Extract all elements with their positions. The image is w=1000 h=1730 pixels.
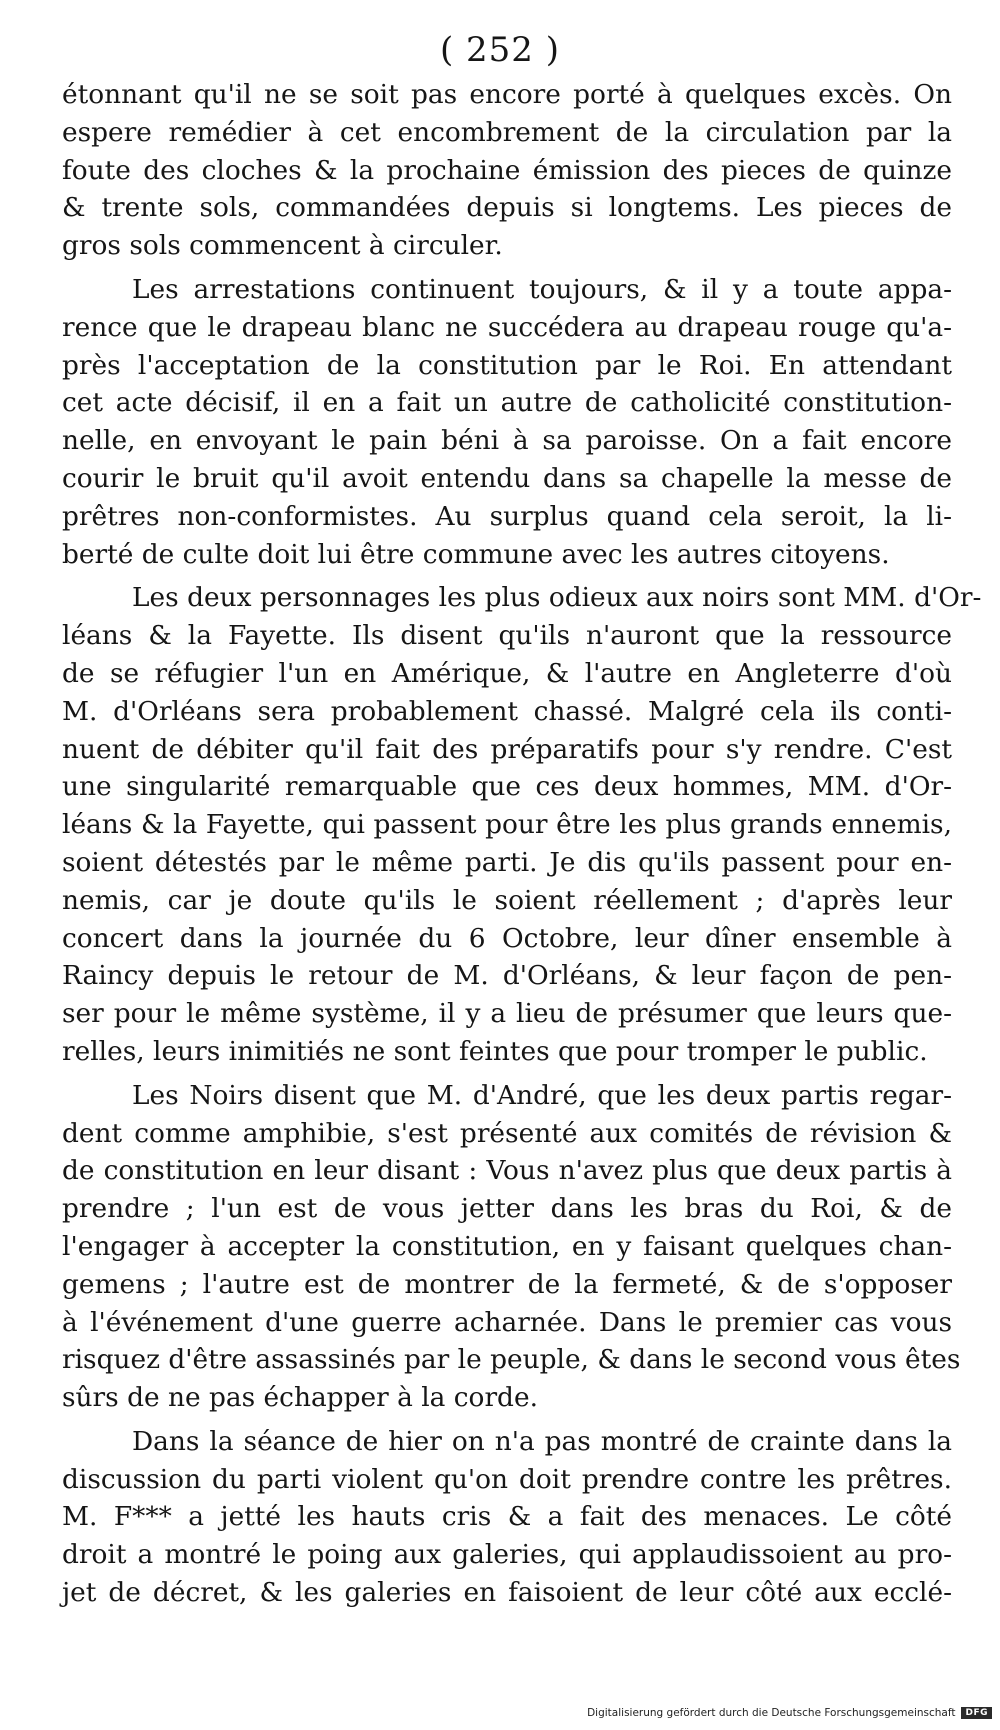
text-line: courir le bruit qu'il avoit entendu dans sa chapelle la messe de [62,462,952,494]
text-line: nuent de débiter qu'il fait des préparatifs pour s'y rendre. C'est [62,733,952,765]
text-line: sûrs de ne pas échapper à la corde. [62,1382,538,1414]
text-line: espere remédier à cet encombrement de la circulation par la [62,116,952,148]
text-line: concert dans la journée du 6 Octobre, leur dîner ensemble à [62,922,952,954]
text-line: près l'acceptation de la constitution par le Roi. En attendant [62,349,952,381]
text-line: Raincy depuis le retour de M. d'Orléans, & leur façon de pen- [62,960,952,992]
page-text [62,76,982,1612]
dfg-logo: DFG [961,1707,992,1719]
text-line: étonnant qu'il ne se soit pas encore porté à quelques excès. On [62,79,952,110]
text-line: nelle, en envoyant le pain béni à sa paroisse. On a fait encore [62,425,952,457]
text-line: gemens ; l'autre est de montrer de la fermeté, & de s'opposer [62,1268,952,1300]
paragraph [62,76,952,265]
text-line: discussion du parti violent qu'on doit prendre contre les prêtres. [62,1463,952,1495]
text-line: rence que le drapeau blanc ne succédera au drapeau rouge qu'a- [62,311,952,343]
text-line: prêtres non-conformistes. Au surplus quand cela seroit, la li- [62,500,952,532]
text-line: de se réfugier l'un en Amérique, & l'autre en Angleterre d'où [62,657,952,689]
text-line: droit a montré le poing aux galeries, qui applaudissoient au pro- [62,1539,952,1571]
text-line: relles, leurs inimitiés ne sont feintes que pour tromper le public. [62,1035,928,1067]
text-line: Les Noirs disent que M. d'André, que les deux partis regar- [132,1079,952,1111]
text-line: Les arrestations continuent toujours, & il y a toute appa- [132,273,952,305]
text-line: léans & la Fayette. Ils disent qu'ils n'auront que la ressource [62,620,952,652]
text-line: l'engager à accepter la constitution, en y faisant quelques chan- [62,1230,952,1262]
text-line: Dans la séance de hier on n'a pas montré de crainte dans la [132,1425,952,1457]
text-line: Les deux personnages les plus odieux aux noirs sont MM. d'Or- [132,582,982,614]
digitization-footer [0,1707,1000,1719]
text-line: de constitution en leur disant : Vous n'avez plus que deux partis à [62,1155,952,1187]
text-line: gros sols commencent à circuler. [62,230,503,262]
text-line: ser pour le même système, il y a lieu de présumer que leurs que- [62,998,952,1030]
text-line: jet de décret, & les galeries en faisoient de leur côté aux ecclé- [62,1577,952,1609]
text-line: foute des cloches & la prochaine émission des pieces de quinze [62,154,952,186]
text-line: cet acte décisif, il en a fait un autre de catholicité constitution- [62,387,952,419]
text-line: M. F*** a jetté les hauts cris & a fait des menaces. Le côté [62,1501,952,1533]
text-line: risquez d'être assassinés par le peuple, & dans le second vous êtes [62,1344,961,1376]
text-line: à l'événement d'une guerre acharnée. Dans le premier cas vous [62,1306,952,1338]
text-line: prendre ; l'un est de vous jetter dans les bras du Roi, & de [62,1193,952,1225]
paragraph [62,1423,952,1612]
text-line: soient détestés par le même parti. Je dis qu'ils passent pour en- [62,846,952,878]
page-number: ( 252 ) [439,30,561,70]
text-line: M. d'Orléans sera probablement chassé. Malgré cela ils conti- [62,695,952,727]
paragraph [62,579,982,1070]
text-line: une singularité remarquable que ces deux hommes, MM. d'Or- [62,771,952,803]
text-line: & trente sols, commandées depuis si longtems. Les pieces de [62,192,952,224]
text-line: nemis, car je doute qu'ils le soient réellement ; d'après leur [62,884,952,916]
paragraph [62,271,952,573]
footer-credit: Digitalisierung gefördert durch die Deutsche Forschungsgemeinschaft [587,1707,956,1719]
paragraph [62,1077,961,1417]
text-line: dent comme amphibie, s'est présenté aux comités de révision & [62,1117,952,1149]
text-line: léans & la Fayette, qui passent pour être les plus grands ennemis, [62,809,952,841]
text-line: berté de culte doit lui être commune avec les autres citoyens. [62,538,890,570]
